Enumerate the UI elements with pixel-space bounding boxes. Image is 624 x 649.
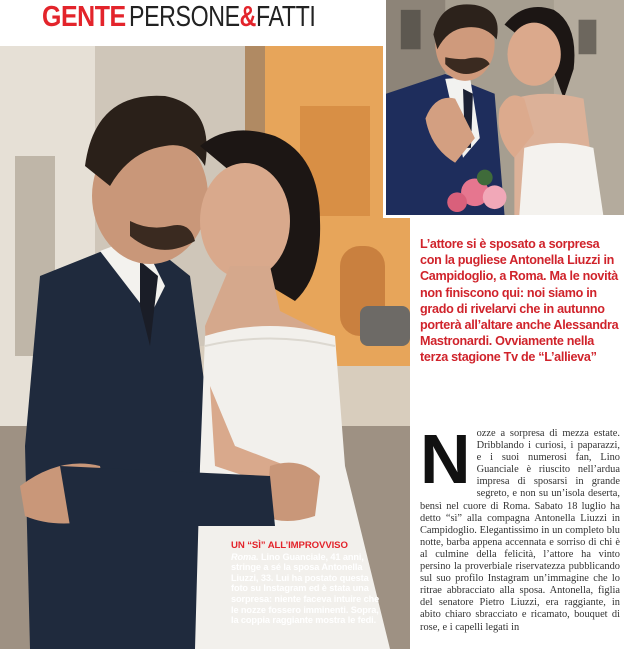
brand-logo: GENTE bbox=[42, 1, 126, 33]
photo-caption bbox=[231, 541, 381, 626]
inset-photo bbox=[383, 0, 624, 218]
section-right: FATTI bbox=[256, 1, 316, 33]
couple-rings-photo bbox=[386, 0, 624, 215]
section-left: PERSONE bbox=[129, 1, 241, 33]
section-title bbox=[129, 0, 315, 34]
caption-body: Lino Guanciale, 41 anni, stringe a sé la sposa Antonella Liuzzi, 33. Lui ha postato questa foto su Instagram ed è stata una sorpresa: niente faceva intuire che le nozze fossero imminenti. Sopra, la coppia raggiante mostra le fedi. bbox=[231, 551, 380, 626]
drop-cap: N bbox=[420, 428, 471, 498]
magazine-header bbox=[0, 0, 380, 34]
standfirst: L’attore si è sposato a sorpresa con la pugliese Antonella Liuzzi in Campidoglio, a Roma. Ma le novità non finiscono qui: noi siamo in grado di rivelarvi che in autunno porterà all’altare anche Alessandra Mastronardi. Ovviamente nella terza stagione Tv de “L’allieva” bbox=[420, 237, 619, 365]
caption-title: UN “SÌ” ALL’IMPROVVISO bbox=[231, 540, 348, 551]
section-ampersand: & bbox=[240, 1, 257, 33]
caption-location: Roma. bbox=[231, 551, 259, 562]
article-body bbox=[420, 428, 620, 649]
article-text: ozze a sorpresa di mezza estate. Dribblando i curiosi, i paparazzi, e i suoi numerosi fan, Lino Guanciale è riuscito nell’ardua impresa di sposarsi in grande segreto, e non su un’isola deserta, bensì nel cuore di Roma. Sabato 18 luglio ha detto “sì” alla compagna Antonella Liuzzi in Campidoglio. Elegantissimo in un completo blu notte, barba appena accennata e sorriso di chi è al culmine della felicità, l’attore ha vinto persino la proverbiale riservatezza pubblicando sul suo profilo Instagram un’immagine che lo ritrae abbracciato alla sposa. Antonella, figlia del senatore Pietro Liuzzi, era raggiante, in abito chiaro sbracciato e ricamato, bouquet di rose, e i capelli legati in bbox=[420, 428, 620, 633]
